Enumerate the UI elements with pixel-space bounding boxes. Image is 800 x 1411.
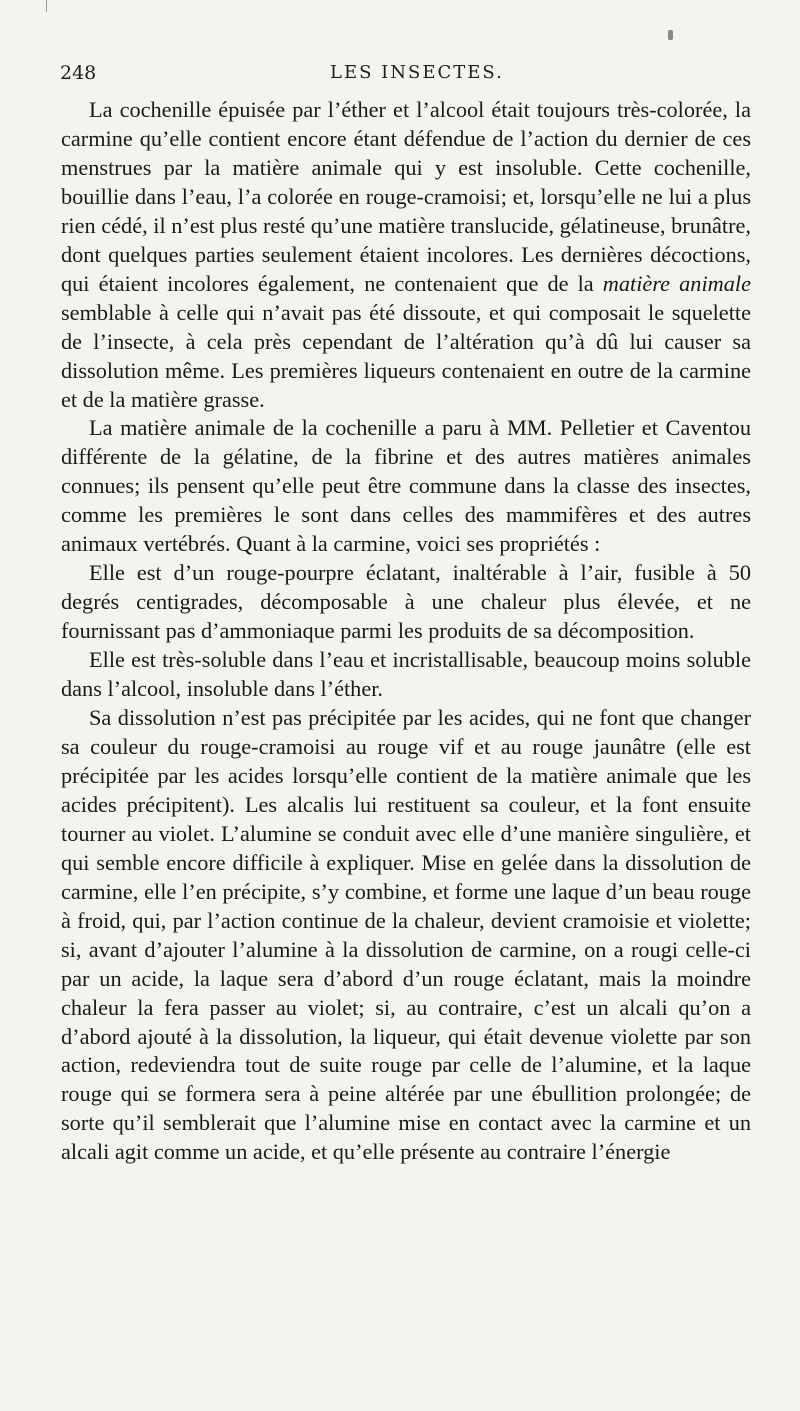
paragraph-1-before: La cochenille épuisée par l’éther et l’alcool était toujours très-colorée, la carmine qu’elle contient encore étant défendue de l’action du dernier de ces menstrues par la matière animale qui y est insoluble. Cette cochenille, bouillie dans l’eau, l’a colorée en rouge-cramoisi; et, lorsqu’elle ne lui a plus rien cédé, il n’est plus resté qu’une matière translucide, gélatineuse, brunâtre, dont quelques parties seulement étaient incolores. Les dernières décoctions, qui étaient incolores également, ne contenaient que de la xyxy=(61,97,751,296)
page-header xyxy=(60,62,750,88)
paragraph-4: Elle est très-soluble dans l’eau et incristallisable, beaucoup moins soluble dans l’alcool, insoluble dans l’éther. xyxy=(61,647,751,702)
page-number: 248 xyxy=(60,62,97,84)
paragraph-1-after: semblable à celle qui n’avait pas été dissoute, et qui composait le squelette de l’insecte, à cela près cependant de l’altération qu’à dû lui causer sa dissolution même. Les premières liqueurs contenaient en outre de la carmine et de la matière grasse. xyxy=(61,299,751,412)
ink-speck xyxy=(668,30,673,40)
paragraph-5: Sa dissolution n’est pas précipitée par les acides, qui ne font que changer sa couleur du rouge-cramoisi au rouge vif et au rouge jaunâtre (elle est précipitée par les acides lorsqu’elle contient de la matière animale que les acides précipitent). Les alcalis lui restituent sa couleur, et la font ensuite tourner au violet. L’alumine se conduit avec elle d’une manière singulière, et qui semble encore difficile à expliquer. Mise en gelée dans la dissolution de carmine, elle l’en précipite, s’y combine, et forme une laque d’un beau rouge à froid, qui, par l’action continue de la chaleur, devient cramoisie et violette; si, avant d’ajouter l’alumine à la dissolution de carmine, on a rougi celle-ci par un acide, la laque sera d’abord d’un rouge éclatant, mais la moindre chaleur la fera passer au violet; si, au contraire, c’est un alcali qu’on a d’abord ajouté à la dissolution, la liqueur, qui était devenue violette par son action, redeviendra tout de suite rouge par celle de l’alumine, et la laque rouge qui se formera sera à peine altérée par une ébullition prolongée; de sorte qu’il semblerait que l’alumine mise en contact avec la carmine et un alcali agit comme un acide, et qu’elle présente au contraire l’énergie xyxy=(61,705,751,1165)
paragraph-1 xyxy=(61,96,751,414)
paragraph-2: La matière animale de la cochenille a paru à MM. Pelletier et Caventou différente de la gélatine, de la fibrine et des autres matières animales connues; ils pensent qu’elle peut être commune dans la classe des insectes, comme les premières le sont dans celles des mammifères et des autres animaux vertébrés. Quant à la carmine, voici ses propriétés : xyxy=(61,415,751,557)
scan-artifact-line xyxy=(46,0,47,12)
body-text xyxy=(61,96,751,1167)
paragraph-1-emphasis: matière animale xyxy=(602,270,751,296)
running-title: LES INSECTES. xyxy=(330,62,504,83)
paragraph-3: Elle est d’un rouge-pourpre éclatant, inaltérable à l’air, fusible à 50 degrés centigrades, décomposable à une chaleur plus élevée, et ne fournissant pas d’ammoniaque parmi les produits de sa décomposition. xyxy=(61,560,751,644)
